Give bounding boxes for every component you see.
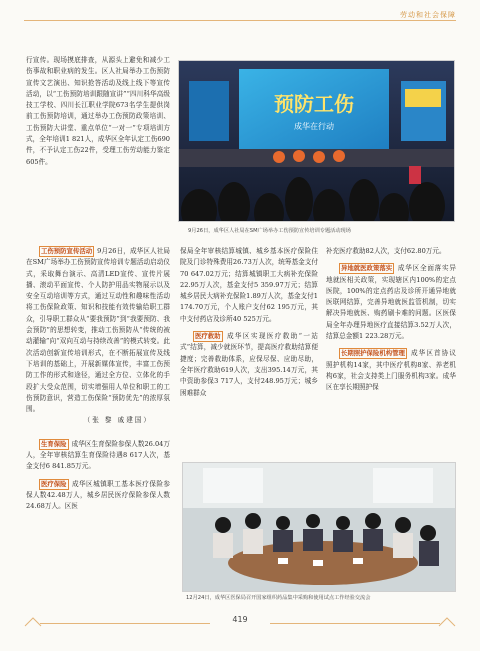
paragraph-offsite: 异地就医政策落实 成华区全面落实异地就医相关政策，实现辖区内100%的定点医院，100%的定点药店及诊所开通异地就医联网结算，完善异地就医监管机制，切实解决异地就医、购药刷卡难的问题。区医保局全年办理异地医疗直接结算3.52万人次，结算总金额1 223.28万元。 xyxy=(326,264,456,341)
paragraph-medical: 医疗保险 成华区城镇职工基本医疗保险参保人数42.48万人，城乡居民医疗保险参保人数24.68万人。区医 xyxy=(26,479,170,511)
meeting-image xyxy=(183,463,455,591)
paragraph-assistance: 医疗救助 成华区实现医疗救助“一站式”结算，减少就医环节，提高医疗救助结算便捷度；完善救助体系，应保尽保、应助尽助，全年医疗救助619人次，支出395.14万元，其中资助参保3 717人，支付248.95万元；城乡困难群众 xyxy=(180,332,318,397)
paragraph-campaign: 工伤预防宣传活动 9月26日，成华区人社局在SM广场举办工伤预防宣传培训专题活动启动仪式，采取舞台演示、高清LED宣传、宣传片展播、滚动平面宣传、个人防护用品实物展示以及安全互动培训等方式，通过互动性和趣味性活动将工伤保险政策、知识和技能有效传输给职工群众，引导职工群众从“要我预防”到“我要预防、我会预防”的思想转变，推动工伤预防从“传统的被动灌输”向“双向互动与持续改善”的模式转变。此次活动创新宣传培训形式，在不断拓展宣传及线下培训的基础上，开展新媒体宣传，丰富工伤预防工作的形式和途径，通过全方位、立体化的手段扩大受众范围，切实增强用人单位和职工的工伤预防意识，营造工伤保险“预防优先”的浓厚氛围。 xyxy=(26,247,170,414)
photo-bottom-caption: 12月24日，成华区医保局召开国家组织药品集中采购和使用试点工作经验交流会 xyxy=(186,595,371,601)
header-title: 劳动和社会保障 xyxy=(400,11,456,19)
paragraph-maternity: 生育保险 成华区生育保险参保人数26.04万人，全年审核结算生育保险待遇8 617人次，基金支付6 841.85万元。 xyxy=(26,439,170,471)
section-label-assistance: 医疗救助 xyxy=(195,332,221,341)
event-stage-image xyxy=(179,61,454,221)
column-middle xyxy=(180,246,318,454)
section-label-medical: 医疗保险 xyxy=(41,479,67,488)
page-number: 419 xyxy=(228,615,251,624)
stage-screen-subtitle: 成华在行动 xyxy=(294,122,334,131)
paragraph-medical-continued: 保局全年审核结算城镇、城乡基本医疗保险住院及门诊特殊费用26.73万人次，统筹基金支付70 647.02万元；结算城镇职工大病补充保险22.95万人次，基金支付5 359.97万元；结算城乡居民大病补充保险1.89万人次，基金支付1 174.70万元，个人账户支付62 195万元，其中支付药店及诊所40 525万元。 xyxy=(180,247,318,323)
section-label-offsite: 异地就医政策落实 xyxy=(341,264,393,273)
stage-screen-title: 预防工伤 xyxy=(274,92,354,116)
photo-top xyxy=(178,60,455,222)
photo-top-caption: 9月26日，成华区人社局在SM广场举办工伤预防宣传培训专题活动现场 xyxy=(188,228,351,234)
paragraph-assistance-continued: 补充医疗救助82人次，支付62.80万元。 xyxy=(326,247,446,255)
photo-bottom xyxy=(182,462,456,592)
page-number-wrapper xyxy=(0,615,480,624)
header-rule xyxy=(24,20,456,21)
section-label-campaign: 工伤预防宣传活动 xyxy=(41,247,93,255)
paragraph-intro: 行宣传。现场摸底排查，从源头上避免和减少工伤事故和职业病的发生。区人社局举办工伤预防宣传文艺演出、知识抢答活动及线上线下等宣传活动，以“工伤预防培训跟随宣讲”“四川科华高级技工学校、四川长江职业学院673名学生提供岗前工伤预防培训，通过举办工伤预防政策培训、工伤预防大讲堂、重点单位“一对一”专项培训方式，全年培训1 821人，成华区全年认定工伤690件，不予认定工伤22件，受理工伤劳动能力鉴定605件。 xyxy=(26,56,170,166)
section-label-longterm: 长期照护保险机构管理 xyxy=(341,349,405,358)
author-credit: （张 黎 戚建国） xyxy=(83,416,152,425)
paragraph-longterm: 长期照护保险机构管理 成华区首协议照护机构14家，其中医疗机构8家、养老机构6家，社会支持类上门服务机构3家。成华区在享长期照护保 xyxy=(326,349,456,392)
section-label-maternity: 生育保险 xyxy=(41,439,67,448)
column-left xyxy=(26,246,170,618)
column-right xyxy=(326,246,456,454)
column-top-left xyxy=(26,55,170,236)
